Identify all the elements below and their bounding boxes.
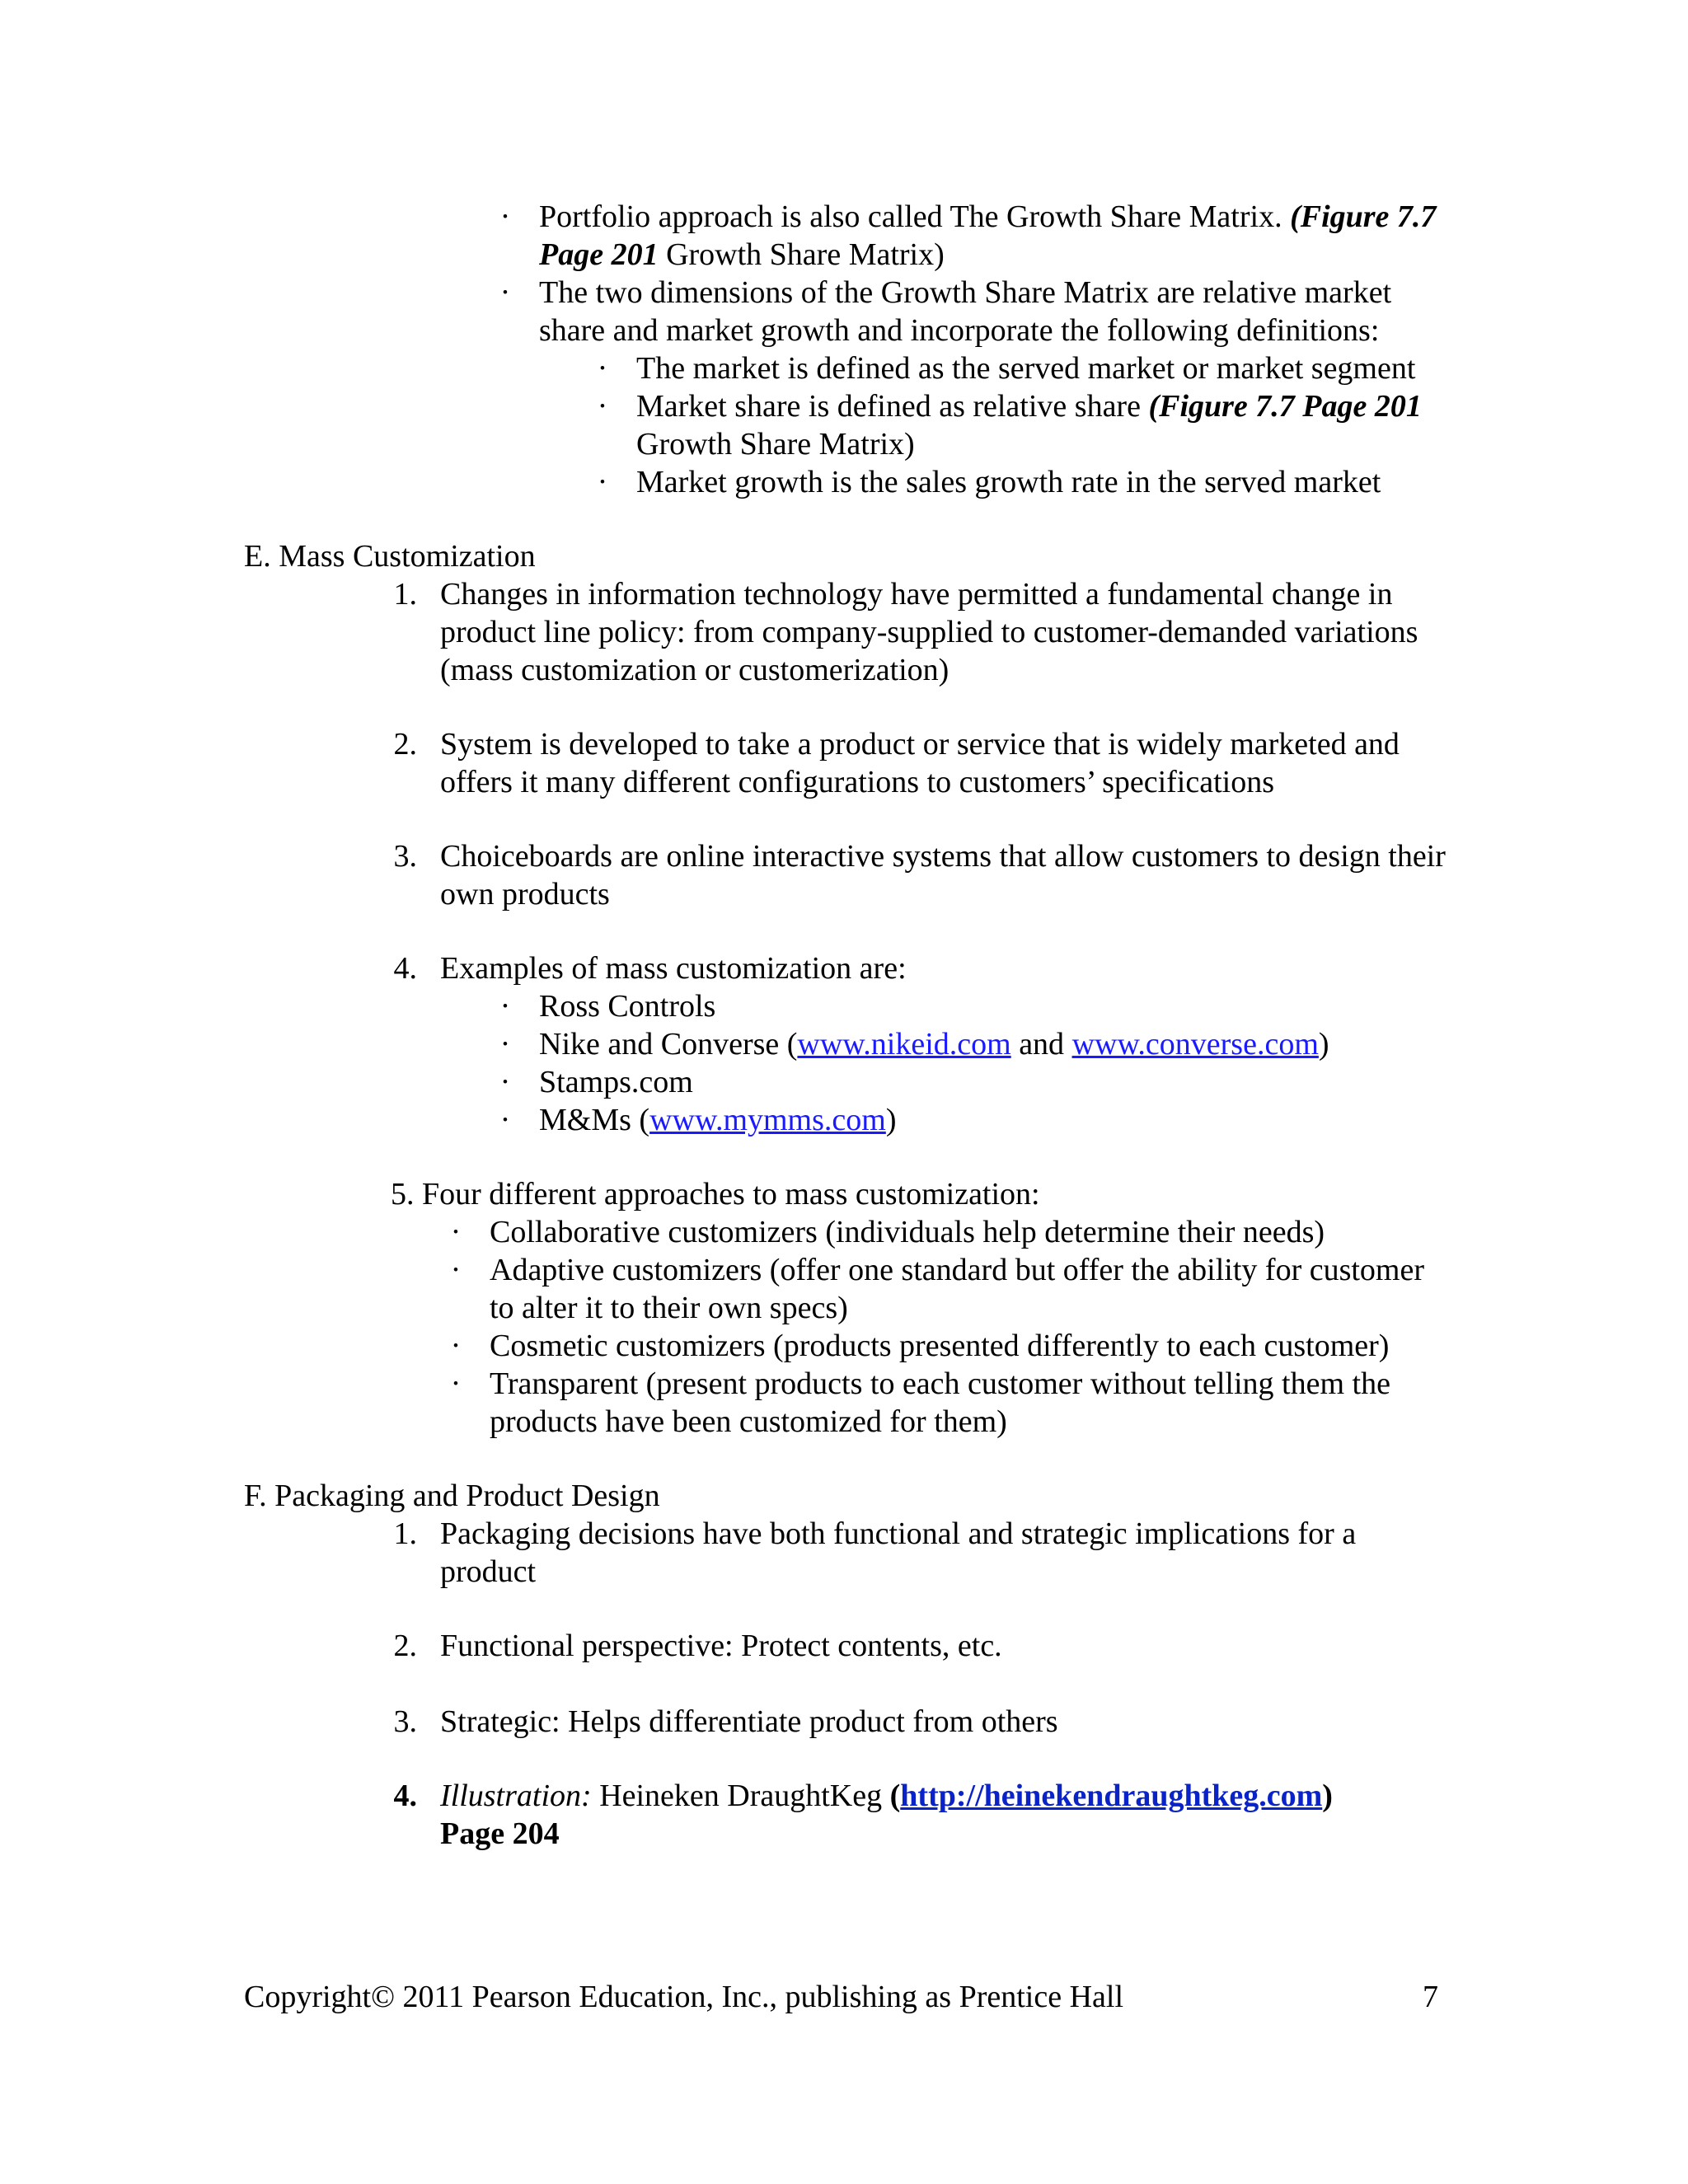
bullet-icon: ·	[450, 1253, 462, 1287]
approach-item: Collaborative customizers (individuals help determine their needs)	[490, 1215, 1325, 1249]
example-item: M&Ms (www.mymms.com)	[539, 1103, 897, 1137]
bullet-line: share and market growth and incorporate the following definitions:	[539, 313, 1380, 348]
bullet-line: The two dimensions of the Growth Share Matrix are relative market	[539, 275, 1392, 310]
bullet-icon: ·	[499, 1065, 511, 1099]
list-item-line: offers it many different configurations to customers’ specifications	[440, 765, 1274, 799]
approach-item: Cosmetic customizers (products presented differently to each customer)	[490, 1329, 1390, 1363]
page-reference: Page 204	[440, 1816, 560, 1851]
list-number: 1.	[393, 577, 417, 612]
example-item: Ross Controls	[539, 989, 716, 1024]
bullet-icon: ·	[450, 1329, 462, 1363]
sub-bullet-line: Market growth is the sales growth rate in the served market	[636, 465, 1381, 499]
list-item-line: (mass customization or customerization)	[440, 653, 950, 687]
bullet-icon: ·	[597, 351, 608, 386]
sub-bullet-line: Market share is defined as relative share (Figure 7.7 Page 201	[636, 389, 1422, 424]
list-number: 2.	[393, 1629, 417, 1663]
heineken-link[interactable]: http://heinekendraughtkeg.com	[900, 1779, 1323, 1813]
sub-bullet-line: The market is defined as the served market or market segment	[636, 351, 1416, 386]
footer-copyright: Copyright© 2011 Pearson Education, Inc., publishing as Prentice Hall	[244, 1980, 1124, 2014]
approach-item: products have been customized for them)	[490, 1404, 1007, 1439]
list-item-line: Examples of mass customization are:	[440, 951, 907, 986]
bullet-line: Portfolio approach is also called The Growth Share Matrix. (Figure 7.7	[539, 199, 1437, 234]
bullet-line: Page 201 Growth Share Matrix)	[539, 237, 945, 272]
bullet-icon: ·	[597, 465, 608, 499]
bullet-icon: ·	[597, 389, 608, 424]
list-item-line: System is developed to take a product or service that is widely marketed and	[440, 727, 1400, 762]
list-item-line: Choiceboards are online interactive systems that allow customers to design their	[440, 839, 1446, 874]
bullet-icon: ·	[450, 1215, 462, 1249]
list-number: 4.	[393, 1779, 417, 1813]
list-number: 3.	[393, 1704, 417, 1739]
bullet-icon: ·	[499, 989, 511, 1024]
illustration-line: Illustration: Heineken DraughtKeg (http://heinekendraughtkeg.com)	[440, 1779, 1333, 1813]
sub-bullet-line: Growth Share Matrix)	[636, 427, 915, 462]
mymms-link[interactable]: www.mymms.com	[649, 1103, 886, 1137]
converse-link[interactable]: www.converse.com	[1071, 1027, 1319, 1062]
bullet-icon: ·	[499, 199, 511, 234]
approach-item: Adaptive customizers (offer one standard but offer the ability for customer	[490, 1253, 1425, 1287]
list-number: 2.	[393, 727, 417, 762]
bullet-icon: ·	[499, 1103, 511, 1137]
section-heading-e: E. Mass Customization	[244, 539, 536, 574]
list-number: 3.	[393, 839, 417, 874]
example-item: Stamps.com	[539, 1065, 693, 1099]
list-item-line: 5. Four different approaches to mass customization:	[391, 1177, 1040, 1212]
page-number: 7	[1423, 1980, 1438, 2014]
section-heading-f: F. Packaging and Product Design	[244, 1479, 660, 1513]
list-number: 4.	[393, 951, 417, 986]
bullet-icon: ·	[450, 1366, 462, 1401]
nikeid-link[interactable]: www.nikeid.com	[797, 1027, 1011, 1062]
list-number: 1.	[393, 1516, 417, 1551]
list-item-line: Functional perspective: Protect contents, etc.	[440, 1629, 1002, 1663]
approach-item: to alter it to their own specs)	[490, 1291, 848, 1325]
list-item-line: product	[440, 1554, 537, 1589]
approach-item: Transparent (present products to each customer without telling them the	[490, 1366, 1390, 1401]
list-item-line: Packaging decisions have both functional and strategic implications for a	[440, 1516, 1357, 1551]
list-item-line: Strategic: Helps differentiate product from others	[440, 1704, 1058, 1739]
list-item-line: own products	[440, 877, 610, 912]
example-item: Nike and Converse (www.nikeid.com and www.converse.com)	[539, 1027, 1329, 1062]
list-item-line: Changes in information technology have permitted a fundamental change in	[440, 577, 1393, 612]
list-item-line: product line policy: from company-supplied to customer-demanded variations	[440, 615, 1418, 649]
bullet-icon: ·	[499, 275, 511, 310]
bullet-icon: ·	[499, 1027, 511, 1062]
